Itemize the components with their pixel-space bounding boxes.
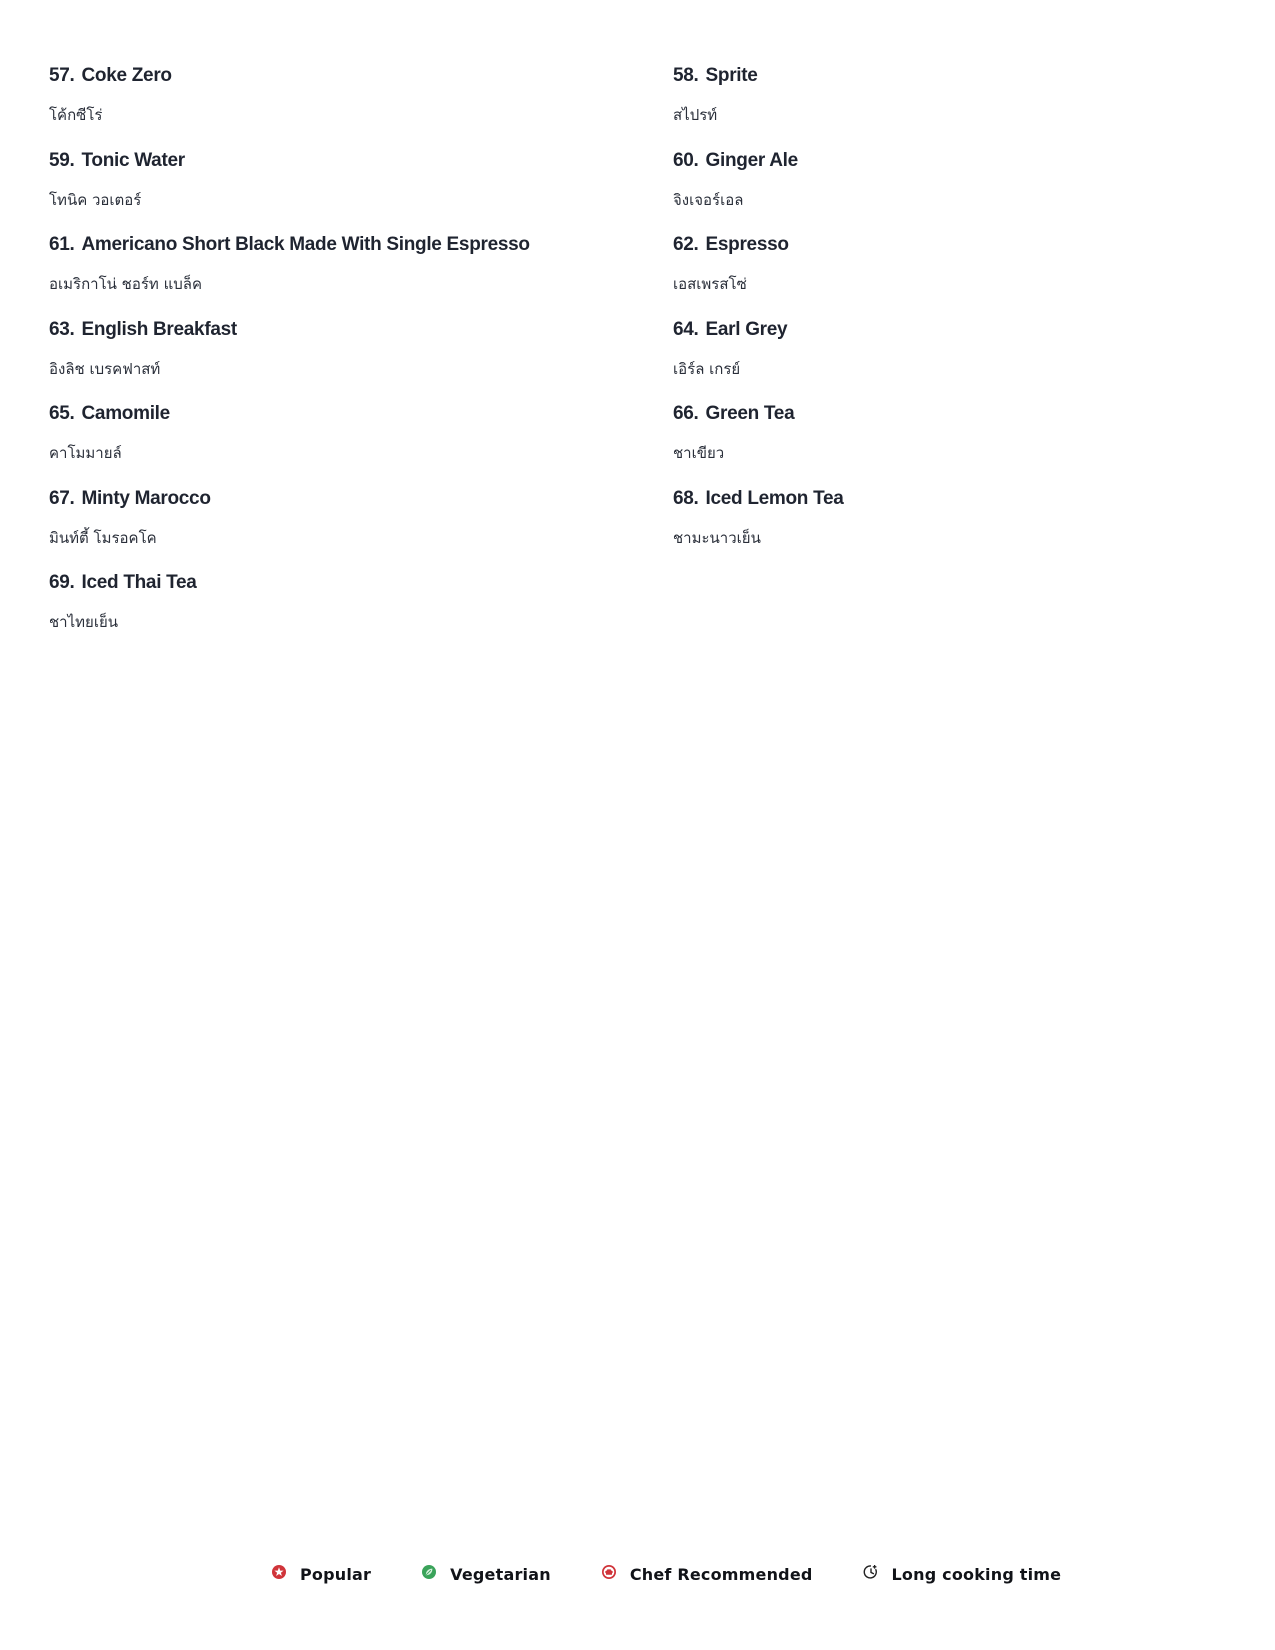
- menu-item-number: 67.: [49, 487, 75, 509]
- legend-long-cooking-time: [863, 1565, 1062, 1584]
- menu-item-name: Iced Lemon Tea: [705, 487, 844, 509]
- legend-vegetarian: [421, 1565, 551, 1584]
- menu-item-title: [49, 318, 673, 342]
- menu-item-number: 69.: [49, 572, 75, 593]
- clock-icon: [863, 1564, 879, 1580]
- menu-item-thai-name: ชาเขียว: [673, 444, 725, 462]
- menu-item-name: Espresso: [705, 234, 789, 255]
- menu-item: [49, 402, 673, 487]
- menu-item-number: 57.: [49, 65, 75, 86]
- menu-item-thai-name: จิงเจอร์เอล: [673, 190, 744, 209]
- menu-item-number: 59.: [49, 149, 75, 171]
- menu-item-thai-name: อเมริกาโน่ ชอร์ท แบล็ค: [49, 275, 202, 293]
- menu-item-name: Earl Grey: [705, 318, 788, 340]
- menu-item-thai-name: คาโมมายล์: [49, 444, 122, 462]
- menu-item-number: 65.: [49, 403, 75, 424]
- menu-item-title: [673, 487, 1239, 511]
- menu-item-thai-name: ชามะนาวเย็น: [673, 528, 761, 547]
- menu-item-name: Coke Zero: [81, 65, 172, 86]
- menu-items-grid: [49, 64, 1239, 656]
- menu-item: [673, 402, 1239, 487]
- menu-item-name: Tonic Water: [81, 149, 185, 171]
- menu-item-title: [49, 571, 673, 595]
- leaf-badge-icon: [421, 1564, 437, 1580]
- menu-item-thai-name: เอิร์ล เกรย์: [673, 359, 741, 378]
- menu-item-title: [673, 318, 1239, 342]
- menu-item-number: 63.: [49, 318, 75, 340]
- menu-item-title: [49, 402, 673, 426]
- menu-item: [673, 318, 1239, 403]
- menu-item-name: Minty Marocco: [81, 487, 211, 509]
- legend-popular: [271, 1565, 371, 1584]
- menu-item-thai-name: โค้กซีโร่: [49, 106, 103, 124]
- legend-label: Popular: [300, 1564, 372, 1584]
- menu-item-number: 61.: [49, 234, 75, 255]
- menu-item-name: Green Tea: [705, 403, 795, 424]
- menu-item-thai-name: สไปรท์: [673, 106, 718, 124]
- menu-item: [49, 318, 673, 403]
- star-badge-icon: [271, 1564, 287, 1580]
- menu-item: [49, 571, 673, 656]
- menu-item-thai-name: โทนิค วอเตอร์: [49, 190, 142, 209]
- menu-item-title: [673, 64, 1239, 88]
- menu-item-name: Iced Thai Tea: [81, 572, 197, 593]
- menu-item-title: [673, 402, 1239, 426]
- legend-label: Long cooking time: [891, 1564, 1062, 1584]
- menu-item-name: English Breakfast: [81, 318, 237, 340]
- menu-item-number: 60.: [673, 149, 699, 171]
- menu-item: [49, 487, 673, 572]
- menu-item-number: 66.: [673, 403, 699, 424]
- menu-item-title: [673, 149, 1239, 173]
- menu-item-number: 64.: [673, 318, 699, 340]
- legend-label: Vegetarian: [450, 1564, 551, 1584]
- menu-item-title: [49, 149, 673, 173]
- menu-item-number: 68.: [673, 487, 699, 509]
- menu-item-name: Ginger Ale: [705, 149, 798, 171]
- menu-item-thai-name: มินท์ตี้ โมรอคโค: [49, 528, 157, 547]
- menu-item: [673, 233, 1239, 318]
- menu-item: [673, 64, 1239, 149]
- chef-hat-badge-icon: [601, 1564, 617, 1580]
- legend: [271, 1561, 1061, 1587]
- menu-item: [49, 64, 673, 149]
- menu-item: [49, 233, 673, 318]
- menu-item-title: [49, 233, 673, 257]
- legend-label: Chef Recommended: [629, 1564, 813, 1584]
- menu-item-title: [673, 233, 1239, 257]
- menu-item-title: [49, 64, 673, 88]
- menu-item-name: Camomile: [81, 403, 170, 424]
- menu-item-title: [49, 487, 673, 511]
- legend-chef-recommended: [601, 1565, 813, 1584]
- menu-item-name: Americano Short Black Made With Single Espresso: [81, 234, 530, 255]
- menu-item: [49, 149, 673, 234]
- menu-item: [673, 487, 1239, 572]
- menu-item-thai-name: ชาไทยเย็น: [49, 613, 118, 631]
- menu-item-thai-name: เอสเพรสโซ่: [673, 275, 747, 293]
- menu-item-thai-name: อิงลิช เบรคฟาสท์: [49, 359, 161, 378]
- menu-item: [673, 149, 1239, 234]
- menu-item-number: 58.: [673, 65, 699, 86]
- menu-item-name: Sprite: [705, 65, 758, 86]
- menu-item-number: 62.: [673, 234, 699, 255]
